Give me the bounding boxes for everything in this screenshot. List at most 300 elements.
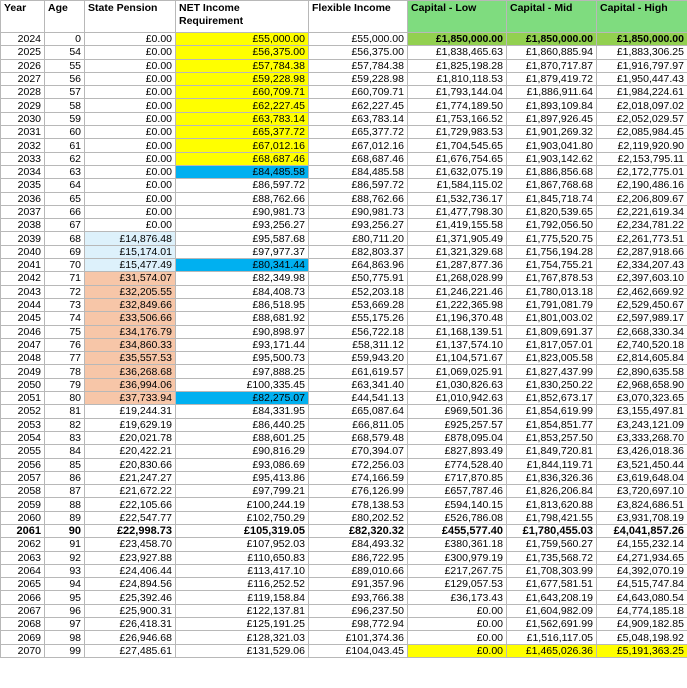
cell-state-pension[interactable]: £36,994.06	[85, 378, 176, 391]
cell-capital-low[interactable]: £1,371,905.49	[408, 232, 507, 245]
cell-flexible-income[interactable]: £60,709.71	[309, 86, 408, 99]
cell-capital-high[interactable]: £4,041,857.26	[597, 524, 687, 537]
cell-year[interactable]: 2034	[1, 165, 45, 178]
cell-net-income-requirement[interactable]: £62,227.45	[176, 99, 309, 112]
cell-state-pension[interactable]: £14,876.48	[85, 232, 176, 245]
cell-net-income-requirement[interactable]: £82,349.98	[176, 272, 309, 285]
cell-flexible-income[interactable]: £53,669.28	[309, 298, 408, 311]
cell-age[interactable]: 54	[45, 46, 85, 59]
cell-year[interactable]: 2066	[1, 591, 45, 604]
cell-capital-mid[interactable]: £1,893,109.84	[507, 99, 597, 112]
cell-capital-low[interactable]: £774,528.40	[408, 458, 507, 471]
cell-flexible-income[interactable]: £93,766.38	[309, 591, 408, 604]
cell-age[interactable]: 59	[45, 112, 85, 125]
cell-capital-low[interactable]: £0.00	[408, 631, 507, 644]
cell-age[interactable]: 58	[45, 99, 85, 112]
cell-capital-low[interactable]: £1,793,144.04	[408, 86, 507, 99]
cell-capital-mid[interactable]: £1,791,081.79	[507, 298, 597, 311]
cell-age[interactable]: 55	[45, 59, 85, 72]
cell-year[interactable]: 2062	[1, 538, 45, 551]
cell-capital-high[interactable]: £1,984,224.61	[597, 86, 687, 99]
cell-capital-high[interactable]: £3,243,121.09	[597, 418, 687, 431]
cell-age[interactable]: 79	[45, 378, 85, 391]
cell-flexible-income[interactable]: £44,541.13	[309, 392, 408, 405]
cell-flexible-income[interactable]: £101,374.36	[309, 631, 408, 644]
cell-capital-high[interactable]: £2,206,809.67	[597, 192, 687, 205]
cell-year[interactable]: 2053	[1, 418, 45, 431]
cell-state-pension[interactable]: £25,392.46	[85, 591, 176, 604]
cell-capital-high[interactable]: £2,153,795.11	[597, 152, 687, 165]
cell-net-income-requirement[interactable]: £80,341.44	[176, 259, 309, 272]
cell-age[interactable]: 77	[45, 352, 85, 365]
cell-capital-mid[interactable]: £1,677,581.51	[507, 578, 597, 591]
cell-net-income-requirement[interactable]: £56,375.00	[176, 46, 309, 59]
cell-capital-mid[interactable]: £1,844,119.71	[507, 458, 597, 471]
cell-capital-high[interactable]: £4,774,185.18	[597, 604, 687, 617]
cell-capital-low[interactable]: £1,850,000.00	[408, 33, 507, 46]
cell-net-income-requirement[interactable]: £122,137.81	[176, 604, 309, 617]
cell-net-income-requirement[interactable]: £95,500.73	[176, 352, 309, 365]
cell-state-pension[interactable]: £26,946.68	[85, 631, 176, 644]
cell-flexible-income[interactable]: £55,175.26	[309, 312, 408, 325]
cell-capital-high[interactable]: £2,334,207.43	[597, 259, 687, 272]
cell-year[interactable]: 2043	[1, 285, 45, 298]
cell-age[interactable]: 60	[45, 126, 85, 139]
cell-capital-high[interactable]: £2,261,773.51	[597, 232, 687, 245]
cell-age[interactable]: 69	[45, 245, 85, 258]
cell-age[interactable]: 81	[45, 405, 85, 418]
cell-capital-mid[interactable]: £1,767,878.53	[507, 272, 597, 285]
cell-age[interactable]: 84	[45, 445, 85, 458]
cell-capital-mid[interactable]: £1,516,117.05	[507, 631, 597, 644]
cell-year[interactable]: 2067	[1, 604, 45, 617]
cell-capital-low[interactable]: £455,577.40	[408, 524, 507, 537]
cell-state-pension[interactable]: £15,477.49	[85, 259, 176, 272]
cell-age[interactable]: 97	[45, 618, 85, 631]
cell-flexible-income[interactable]: £90,981.73	[309, 205, 408, 218]
cell-capital-mid[interactable]: £1,792,056.50	[507, 219, 597, 232]
cell-capital-low[interactable]: £1,532,736.17	[408, 192, 507, 205]
cell-capital-low[interactable]: £1,222,365.98	[408, 298, 507, 311]
cell-year[interactable]: 2030	[1, 112, 45, 125]
cell-capital-mid[interactable]: £1,809,691.37	[507, 325, 597, 338]
cell-age[interactable]: 80	[45, 392, 85, 405]
cell-capital-mid[interactable]: £1,820,539.65	[507, 205, 597, 218]
cell-state-pension[interactable]: £21,672.22	[85, 485, 176, 498]
cell-capital-mid[interactable]: £1,886,856.68	[507, 165, 597, 178]
cell-capital-high[interactable]: £2,968,658.90	[597, 378, 687, 391]
cell-age[interactable]: 75	[45, 325, 85, 338]
cell-capital-mid[interactable]: £1,780,455.03	[507, 524, 597, 537]
cell-flexible-income[interactable]: £59,943.20	[309, 352, 408, 365]
header-state-pension[interactable]: State Pension	[85, 1, 176, 33]
cell-capital-low[interactable]: £0.00	[408, 618, 507, 631]
cell-age[interactable]: 85	[45, 458, 85, 471]
cell-age[interactable]: 86	[45, 471, 85, 484]
cell-net-income-requirement[interactable]: £113,417.10	[176, 564, 309, 577]
cell-flexible-income[interactable]: £84,485.58	[309, 165, 408, 178]
cell-state-pension[interactable]: £22,998.73	[85, 524, 176, 537]
cell-age[interactable]: 78	[45, 365, 85, 378]
cell-year[interactable]: 2028	[1, 86, 45, 99]
cell-net-income-requirement[interactable]: £100,335.45	[176, 378, 309, 391]
cell-capital-high[interactable]: £4,392,070.19	[597, 564, 687, 577]
cell-state-pension[interactable]: £0.00	[85, 152, 176, 165]
cell-capital-low[interactable]: £1,010,942.63	[408, 392, 507, 405]
cell-capital-mid[interactable]: £1,465,026.36	[507, 644, 597, 657]
cell-flexible-income[interactable]: £86,722.95	[309, 551, 408, 564]
cell-capital-mid[interactable]: £1,860,885.94	[507, 46, 597, 59]
cell-net-income-requirement[interactable]: £97,888.25	[176, 365, 309, 378]
cell-age[interactable]: 64	[45, 179, 85, 192]
cell-net-income-requirement[interactable]: £116,252.52	[176, 578, 309, 591]
cell-capital-low[interactable]: £1,632,075.19	[408, 165, 507, 178]
cell-age[interactable]: 87	[45, 485, 85, 498]
cell-age[interactable]: 68	[45, 232, 85, 245]
cell-capital-high[interactable]: £2,668,330.34	[597, 325, 687, 338]
cell-capital-mid[interactable]: £1,827,437.99	[507, 365, 597, 378]
cell-net-income-requirement[interactable]: £95,413.86	[176, 471, 309, 484]
cell-capital-high[interactable]: £1,950,447.43	[597, 72, 687, 85]
header-capital-mid[interactable]: Capital - Mid	[507, 1, 597, 33]
cell-capital-high[interactable]: £3,824,686.51	[597, 498, 687, 511]
cell-capital-mid[interactable]: £1,798,421.55	[507, 511, 597, 524]
cell-flexible-income[interactable]: £104,043.45	[309, 644, 408, 657]
cell-state-pension[interactable]: £22,105.66	[85, 498, 176, 511]
cell-flexible-income[interactable]: £67,012.16	[309, 139, 408, 152]
cell-capital-high[interactable]: £1,883,306.25	[597, 46, 687, 59]
cell-net-income-requirement[interactable]: £84,408.73	[176, 285, 309, 298]
cell-capital-low[interactable]: £129,057.53	[408, 578, 507, 591]
cell-flexible-income[interactable]: £78,138.53	[309, 498, 408, 511]
cell-capital-mid[interactable]: £1,775,520.75	[507, 232, 597, 245]
cell-state-pension[interactable]: £31,574.07	[85, 272, 176, 285]
cell-state-pension[interactable]: £0.00	[85, 126, 176, 139]
cell-capital-mid[interactable]: £1,823,005.58	[507, 352, 597, 365]
cell-capital-low[interactable]: £1,137,574.10	[408, 338, 507, 351]
cell-age[interactable]: 91	[45, 538, 85, 551]
cell-age[interactable]: 63	[45, 165, 85, 178]
cell-capital-mid[interactable]: £1,849,720.81	[507, 445, 597, 458]
cell-flexible-income[interactable]: £96,237.50	[309, 604, 408, 617]
cell-capital-low[interactable]: £0.00	[408, 644, 507, 657]
cell-year[interactable]: 2026	[1, 59, 45, 72]
cell-capital-high[interactable]: £2,172,775.01	[597, 165, 687, 178]
cell-net-income-requirement[interactable]: £67,012.16	[176, 139, 309, 152]
cell-capital-low[interactable]: £1,825,198.28	[408, 59, 507, 72]
cell-year[interactable]: 2052	[1, 405, 45, 418]
header-capital-low[interactable]: Capital - Low	[408, 1, 507, 33]
cell-capital-high[interactable]: £3,070,323.65	[597, 392, 687, 405]
cell-state-pension[interactable]: £26,418.31	[85, 618, 176, 631]
cell-capital-high[interactable]: £2,085,984.45	[597, 126, 687, 139]
cell-year[interactable]: 2031	[1, 126, 45, 139]
cell-capital-low[interactable]: £36,173.43	[408, 591, 507, 604]
cell-state-pension[interactable]: £0.00	[85, 219, 176, 232]
cell-capital-low[interactable]: £1,069,025.91	[408, 365, 507, 378]
cell-net-income-requirement[interactable]: £84,331.95	[176, 405, 309, 418]
cell-capital-mid[interactable]: £1,708,303.99	[507, 564, 597, 577]
cell-capital-high[interactable]: £4,271,934.65	[597, 551, 687, 564]
cell-capital-high[interactable]: £2,397,603.10	[597, 272, 687, 285]
cell-year[interactable]: 2054	[1, 431, 45, 444]
cell-capital-low[interactable]: £1,477,798.30	[408, 205, 507, 218]
cell-year[interactable]: 2027	[1, 72, 45, 85]
cell-state-pension[interactable]: £24,406.44	[85, 564, 176, 577]
cell-capital-low[interactable]: £1,321,329.68	[408, 245, 507, 258]
cell-state-pension[interactable]: £0.00	[85, 165, 176, 178]
cell-year[interactable]: 2038	[1, 219, 45, 232]
cell-flexible-income[interactable]: £58,311.12	[309, 338, 408, 351]
cell-year[interactable]: 2065	[1, 578, 45, 591]
cell-capital-high[interactable]: £4,909,182.85	[597, 618, 687, 631]
cell-age[interactable]: 70	[45, 259, 85, 272]
cell-flexible-income[interactable]: £72,256.03	[309, 458, 408, 471]
cell-capital-low[interactable]: £1,810,118.53	[408, 72, 507, 85]
header-year[interactable]: Year	[1, 1, 45, 33]
cell-capital-low[interactable]: £1,287,877.36	[408, 259, 507, 272]
cell-net-income-requirement[interactable]: £102,750.29	[176, 511, 309, 524]
cell-capital-mid[interactable]: £1,867,768.68	[507, 179, 597, 192]
cell-age[interactable]: 57	[45, 86, 85, 99]
cell-capital-mid[interactable]: £1,735,568.72	[507, 551, 597, 564]
cell-capital-mid[interactable]: £1,897,926.45	[507, 112, 597, 125]
cell-capital-high[interactable]: £3,155,497.81	[597, 405, 687, 418]
cell-year[interactable]: 2049	[1, 365, 45, 378]
cell-flexible-income[interactable]: £63,783.14	[309, 112, 408, 125]
cell-capital-mid[interactable]: £1,852,673.17	[507, 392, 597, 405]
cell-flexible-income[interactable]: £84,493.32	[309, 538, 408, 551]
cell-age[interactable]: 71	[45, 272, 85, 285]
cell-age[interactable]: 56	[45, 72, 85, 85]
cell-net-income-requirement[interactable]: £84,485.58	[176, 165, 309, 178]
cell-flexible-income[interactable]: £59,228.98	[309, 72, 408, 85]
cell-state-pension[interactable]: £32,849.66	[85, 298, 176, 311]
cell-state-pension[interactable]: £0.00	[85, 33, 176, 46]
cell-capital-high[interactable]: £2,814,605.84	[597, 352, 687, 365]
cell-state-pension[interactable]: £19,244.31	[85, 405, 176, 418]
cell-capital-mid[interactable]: £1,813,620.88	[507, 498, 597, 511]
cell-flexible-income[interactable]: £82,803.37	[309, 245, 408, 258]
cell-capital-high[interactable]: £3,931,708.19	[597, 511, 687, 524]
cell-flexible-income[interactable]: £93,256.27	[309, 219, 408, 232]
cell-age[interactable]: 66	[45, 205, 85, 218]
cell-capital-high[interactable]: £2,221,619.34	[597, 205, 687, 218]
cell-flexible-income[interactable]: £98,772.94	[309, 618, 408, 631]
cell-state-pension[interactable]: £22,547.77	[85, 511, 176, 524]
cell-state-pension[interactable]: £33,506.66	[85, 312, 176, 325]
cell-year[interactable]: 2058	[1, 485, 45, 498]
cell-capital-low[interactable]: £1,030,826.63	[408, 378, 507, 391]
cell-capital-mid[interactable]: £1,903,041.80	[507, 139, 597, 152]
cell-capital-mid[interactable]: £1,817,057.01	[507, 338, 597, 351]
cell-net-income-requirement[interactable]: £88,681.92	[176, 312, 309, 325]
cell-capital-low[interactable]: £594,140.15	[408, 498, 507, 511]
cell-capital-low[interactable]: £1,774,189.50	[408, 99, 507, 112]
cell-year[interactable]: 2050	[1, 378, 45, 391]
cell-net-income-requirement[interactable]: £90,981.73	[176, 205, 309, 218]
cell-capital-mid[interactable]: £1,643,208.19	[507, 591, 597, 604]
cell-flexible-income[interactable]: £68,579.48	[309, 431, 408, 444]
cell-net-income-requirement[interactable]: £60,709.71	[176, 86, 309, 99]
cell-year[interactable]: 2047	[1, 338, 45, 351]
cell-capital-high[interactable]: £2,234,781.22	[597, 219, 687, 232]
cell-net-income-requirement[interactable]: £88,601.25	[176, 431, 309, 444]
cell-net-income-requirement[interactable]: £93,171.44	[176, 338, 309, 351]
cell-flexible-income[interactable]: £57,784.38	[309, 59, 408, 72]
cell-capital-low[interactable]: £1,419,155.58	[408, 219, 507, 232]
cell-state-pension[interactable]: £0.00	[85, 139, 176, 152]
header-capital-high[interactable]: Capital - High	[597, 1, 687, 33]
cell-net-income-requirement[interactable]: £93,256.27	[176, 219, 309, 232]
cell-state-pension[interactable]: £27,485.61	[85, 644, 176, 657]
cell-year[interactable]: 2041	[1, 259, 45, 272]
cell-capital-mid[interactable]: £1,901,269.32	[507, 126, 597, 139]
cell-capital-mid[interactable]: £1,853,257.50	[507, 431, 597, 444]
cell-capital-high[interactable]: £4,155,232.14	[597, 538, 687, 551]
cell-state-pension[interactable]: £0.00	[85, 179, 176, 192]
cell-capital-high[interactable]: £2,287,918.66	[597, 245, 687, 258]
cell-age[interactable]: 96	[45, 604, 85, 617]
cell-capital-high[interactable]: £3,619,648.04	[597, 471, 687, 484]
cell-capital-high[interactable]: £4,515,747.84	[597, 578, 687, 591]
cell-capital-low[interactable]: £925,257.57	[408, 418, 507, 431]
cell-flexible-income[interactable]: £56,722.18	[309, 325, 408, 338]
cell-flexible-income[interactable]: £50,775.91	[309, 272, 408, 285]
cell-age[interactable]: 72	[45, 285, 85, 298]
cell-age[interactable]: 74	[45, 312, 85, 325]
cell-year[interactable]: 2029	[1, 99, 45, 112]
cell-net-income-requirement[interactable]: £65,377.72	[176, 126, 309, 139]
cell-year[interactable]: 2059	[1, 498, 45, 511]
cell-net-income-requirement[interactable]: £59,228.98	[176, 72, 309, 85]
cell-age[interactable]: 0	[45, 33, 85, 46]
cell-state-pension[interactable]: £19,629.19	[85, 418, 176, 431]
cell-net-income-requirement[interactable]: £100,244.19	[176, 498, 309, 511]
cell-capital-mid[interactable]: £1,830,250.22	[507, 378, 597, 391]
cell-flexible-income[interactable]: £89,010.66	[309, 564, 408, 577]
cell-net-income-requirement[interactable]: £82,275.07	[176, 392, 309, 405]
cell-year[interactable]: 2045	[1, 312, 45, 325]
cell-capital-mid[interactable]: £1,854,619.99	[507, 405, 597, 418]
cell-age[interactable]: 73	[45, 298, 85, 311]
cell-year[interactable]: 2035	[1, 179, 45, 192]
cell-capital-high[interactable]: £3,521,450.44	[597, 458, 687, 471]
cell-age[interactable]: 76	[45, 338, 85, 351]
cell-year[interactable]: 2046	[1, 325, 45, 338]
cell-age[interactable]: 93	[45, 564, 85, 577]
cell-net-income-requirement[interactable]: £107,952.03	[176, 538, 309, 551]
cell-net-income-requirement[interactable]: £86,440.25	[176, 418, 309, 431]
cell-capital-low[interactable]: £1,104,571.67	[408, 352, 507, 365]
cell-capital-mid[interactable]: £1,879,419.72	[507, 72, 597, 85]
cell-state-pension[interactable]: £0.00	[85, 59, 176, 72]
cell-year[interactable]: 2036	[1, 192, 45, 205]
cell-year[interactable]: 2060	[1, 511, 45, 524]
cell-capital-high[interactable]: £3,426,018.36	[597, 445, 687, 458]
cell-capital-high[interactable]: £2,018,097.02	[597, 99, 687, 112]
cell-capital-high[interactable]: £5,191,363.25	[597, 644, 687, 657]
cell-state-pension[interactable]: £0.00	[85, 72, 176, 85]
cell-year[interactable]: 2033	[1, 152, 45, 165]
cell-capital-low[interactable]: £1,729,983.53	[408, 126, 507, 139]
cell-capital-high[interactable]: £2,740,520.18	[597, 338, 687, 351]
cell-age[interactable]: 95	[45, 591, 85, 604]
cell-flexible-income[interactable]: £63,341.40	[309, 378, 408, 391]
header-age[interactable]: Age	[45, 1, 85, 33]
cell-flexible-income[interactable]: £91,357.96	[309, 578, 408, 591]
cell-year[interactable]: 2025	[1, 46, 45, 59]
cell-flexible-income[interactable]: £76,126.99	[309, 485, 408, 498]
cell-year[interactable]: 2070	[1, 644, 45, 657]
cell-year[interactable]: 2039	[1, 232, 45, 245]
cell-capital-low[interactable]: £380,361.18	[408, 538, 507, 551]
cell-flexible-income[interactable]: £70,394.07	[309, 445, 408, 458]
cell-year[interactable]: 2037	[1, 205, 45, 218]
cell-state-pension[interactable]: £0.00	[85, 205, 176, 218]
cell-capital-low[interactable]: £1,196,370.48	[408, 312, 507, 325]
cell-state-pension[interactable]: £0.00	[85, 192, 176, 205]
cell-net-income-requirement[interactable]: £90,816.29	[176, 445, 309, 458]
cell-capital-high[interactable]: £2,529,450.67	[597, 298, 687, 311]
cell-flexible-income[interactable]: £66,811.05	[309, 418, 408, 431]
cell-capital-high[interactable]: £2,597,989.17	[597, 312, 687, 325]
cell-net-income-requirement[interactable]: £86,597.72	[176, 179, 309, 192]
cell-capital-mid[interactable]: £1,801,003.02	[507, 312, 597, 325]
cell-capital-mid[interactable]: £1,754,755.21	[507, 259, 597, 272]
cell-capital-low[interactable]: £657,787.46	[408, 485, 507, 498]
cell-state-pension[interactable]: £34,860.33	[85, 338, 176, 351]
cell-flexible-income[interactable]: £62,227.45	[309, 99, 408, 112]
cell-capital-mid[interactable]: £1,854,851.77	[507, 418, 597, 431]
cell-capital-low[interactable]: £878,095.04	[408, 431, 507, 444]
cell-net-income-requirement[interactable]: £90,898.97	[176, 325, 309, 338]
cell-capital-low[interactable]: £526,786.08	[408, 511, 507, 524]
cell-year[interactable]: 2057	[1, 471, 45, 484]
cell-flexible-income[interactable]: £68,687.46	[309, 152, 408, 165]
cell-capital-high[interactable]: £2,052,029.57	[597, 112, 687, 125]
cell-year[interactable]: 2068	[1, 618, 45, 631]
cell-capital-mid[interactable]: £1,604,982.09	[507, 604, 597, 617]
cell-capital-low[interactable]: £1,676,754.65	[408, 152, 507, 165]
cell-year[interactable]: 2055	[1, 445, 45, 458]
cell-year[interactable]: 2048	[1, 352, 45, 365]
cell-flexible-income[interactable]: £74,166.59	[309, 471, 408, 484]
cell-capital-high[interactable]: £2,462,669.92	[597, 285, 687, 298]
cell-state-pension[interactable]: £23,927.88	[85, 551, 176, 564]
cell-net-income-requirement[interactable]: £63,783.14	[176, 112, 309, 125]
cell-state-pension[interactable]: £20,422.21	[85, 445, 176, 458]
cell-capital-low[interactable]: £0.00	[408, 604, 507, 617]
cell-capital-low[interactable]: £300,979.19	[408, 551, 507, 564]
cell-flexible-income[interactable]: £61,619.57	[309, 365, 408, 378]
cell-state-pension[interactable]: £35,557.53	[85, 352, 176, 365]
cell-state-pension[interactable]: £0.00	[85, 112, 176, 125]
cell-year[interactable]: 2042	[1, 272, 45, 285]
cell-year[interactable]: 2032	[1, 139, 45, 152]
cell-net-income-requirement[interactable]: £57,784.38	[176, 59, 309, 72]
cell-capital-low[interactable]: £1,268,028.99	[408, 272, 507, 285]
header-flexible-income[interactable]: Flexible Income	[309, 1, 408, 33]
cell-year[interactable]: 2061	[1, 524, 45, 537]
cell-capital-mid[interactable]: £1,826,206.84	[507, 485, 597, 498]
cell-age[interactable]: 89	[45, 511, 85, 524]
cell-capital-low[interactable]: £1,168,139.51	[408, 325, 507, 338]
cell-net-income-requirement[interactable]: £95,587.68	[176, 232, 309, 245]
cell-capital-high[interactable]: £4,643,080.54	[597, 591, 687, 604]
cell-net-income-requirement[interactable]: £86,518.95	[176, 298, 309, 311]
cell-age[interactable]: 62	[45, 152, 85, 165]
